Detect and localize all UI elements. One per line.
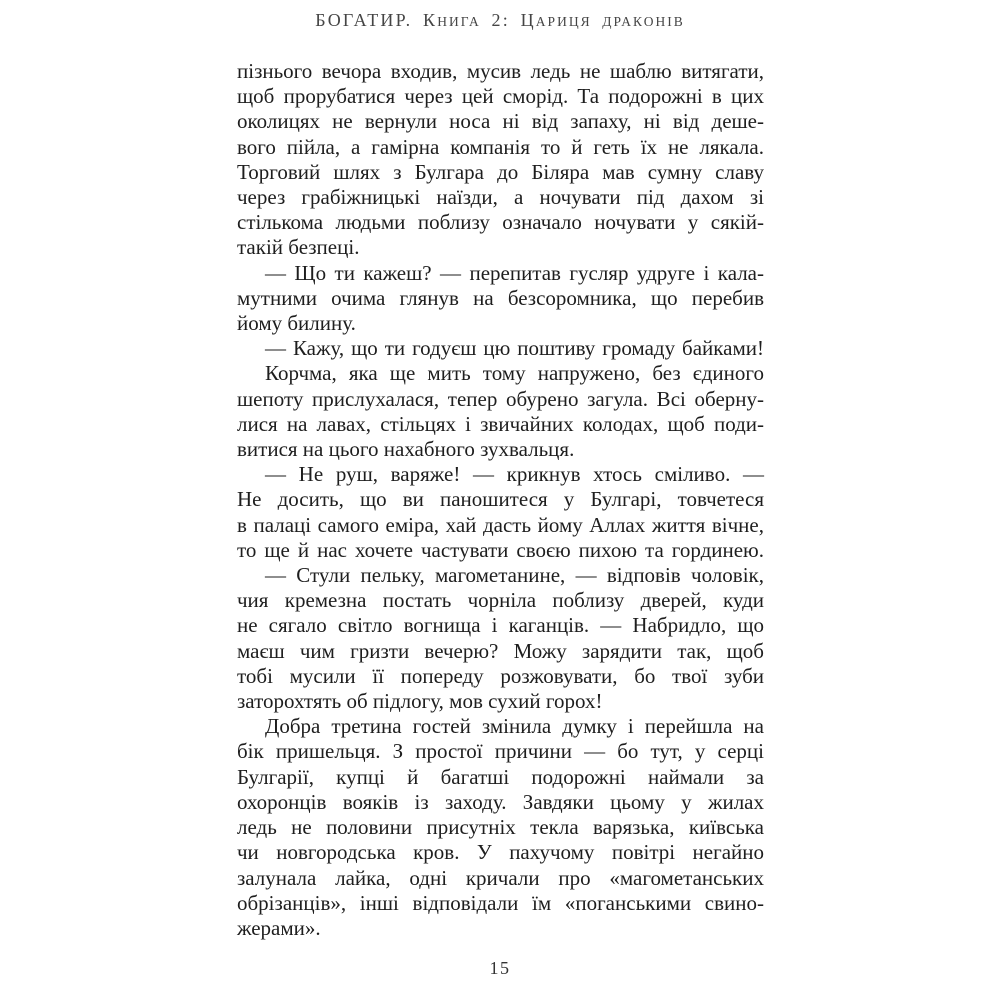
text-line: — Кажу, що ти годуєш цю поштиву громаду байками! <box>265 336 764 361</box>
text-line: Не досить, що ви паношитеся у Булгарі, товчетеся <box>237 487 764 512</box>
text-line: жерами». <box>237 915 321 940</box>
header-smallcap-char: О <box>643 14 656 29</box>
text-line: Торговий шлях з Булгара до Біляра мав сумну славу <box>237 159 764 184</box>
header-smallcap-char: Г <box>460 14 470 29</box>
body-text <box>237 59 764 941</box>
text-line: Добра третина гостей змінила думку і перейшла на <box>265 714 764 739</box>
text-line: через грабіжницькі наїзди, а ночувати під дахом зі <box>237 185 764 210</box>
header-smallcap-char: И <box>448 14 461 29</box>
header-smallcap-char: Н <box>655 14 668 29</box>
running-header: БОГАТИР. КНИГА 2: ЦАРИЦЯ ДРАКОНІВ <box>315 10 685 30</box>
text-line: вого пійла, а гамірна компанія то й геть їх не лякала. <box>237 134 764 159</box>
text-line: йому билину. <box>237 311 356 336</box>
header-smallcap-char: А <box>535 14 548 29</box>
text-line: тобі мусили її попереду розжовувати, бо твої зуби <box>237 663 764 688</box>
text-line: в палаці самого еміра, хай дасть йому Аллах життя вічне, <box>237 512 764 537</box>
text-line: то ще й нас хочете частувати своєю пихою та гординею. <box>237 537 764 562</box>
text-line: Корчма, яка ще мить тому напружено, без єдиного <box>265 361 764 386</box>
header-smallcap-char: И <box>557 14 569 29</box>
text-line: заторохтять об підлогу, мов сухий горох! <box>237 689 603 714</box>
text-line: мутними очима глянув на безсоромника, що перебив <box>237 285 764 310</box>
header-smallcap-char: А <box>621 14 634 29</box>
text-line: — Не руш, варяже! — крикнув хтось сміливо. — <box>265 462 764 487</box>
text-line: такій безпеці. <box>237 235 360 260</box>
text-line: маєш чим гризти вечерю? Можу зарядити так, щоб <box>237 638 764 663</box>
text-line: не сягало світло вогнища і каганців. — Набридло, що <box>237 613 764 638</box>
header-smallcap-char: Я <box>580 14 592 29</box>
header-smallcap-char: А <box>469 14 481 29</box>
text-line: чия кремезна постать чорніла поблизу дверей, куди <box>237 588 764 613</box>
header-smallcap-char: І <box>667 14 674 29</box>
text-line: чи новгородська кров. У пахучому повітрі негайно <box>237 840 764 865</box>
header-smallcap-char: Р <box>613 14 622 29</box>
text-line: бік пришельця. З простої причини — бо тут, у серці <box>237 739 764 764</box>
text-line: витися на цього нахабного зухвальця. <box>237 437 575 462</box>
header-smallcap-char: Ц <box>568 14 581 29</box>
header-smallcap-char: К <box>633 14 644 29</box>
text-line: пізнього вечора входив, мусив ледь не шаблю витягати, <box>237 59 764 83</box>
text-line: щоб прорубатися через цей сморід. Та подорожні в цих <box>237 84 764 109</box>
text-line: лися на лавах, стільцях і звичайних колодах, щоб поди- <box>237 411 764 436</box>
text-line: шепоту прислухалася, тепер обурено загула. Всі оберну- <box>237 386 764 411</box>
text-line: залунала лайка, одні кричали про «магометанських <box>237 865 764 890</box>
header-smallcap-char: Н <box>437 14 449 29</box>
text-line: Булгарії, купці й багатші подорожні наймали за <box>237 764 764 789</box>
text-line: обрізанців», інші відповідали їм «поганськими свино- <box>237 890 764 915</box>
page-number: 15 <box>489 958 511 978</box>
text-line: охоронців вояків із заходу. Завдяки цьому у жилах <box>237 789 764 814</box>
text-line: ледь не половини присутніх текла варязька, київська <box>237 815 764 840</box>
header-smallcap-char: Д <box>602 14 614 29</box>
header-smallcap-char: В <box>673 14 685 29</box>
text-line: — Що ти кажеш? — перепитав гусляр удруге і кала- <box>265 260 764 285</box>
text-line: — Стули пельку, магометанине, — відповів чоловік, <box>265 563 764 588</box>
header-smallcap-char: Р <box>547 14 558 29</box>
text-line: околицях не вернули носа ні від запаху, ні від деше- <box>237 109 764 134</box>
text-line: стількома людьми поблизу означало ночувати у сякій- <box>237 210 764 235</box>
